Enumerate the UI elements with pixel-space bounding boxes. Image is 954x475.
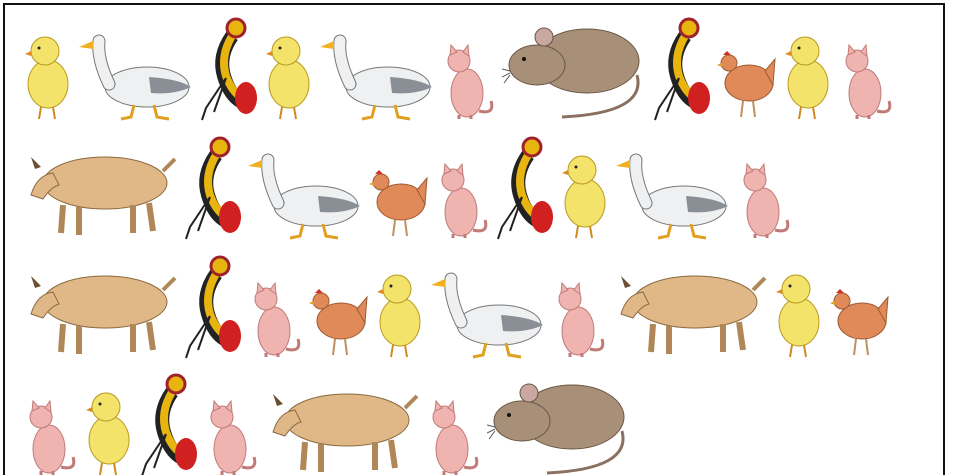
hen-icon xyxy=(369,160,429,240)
hen-icon xyxy=(830,279,890,359)
cat-icon xyxy=(426,399,481,475)
chick-icon xyxy=(23,29,73,121)
goat-icon xyxy=(23,135,178,240)
goat-icon xyxy=(23,254,178,359)
goat-icon xyxy=(613,254,768,359)
animal-row-4 xyxy=(23,365,638,475)
rat-icon xyxy=(487,369,632,475)
worksheet-frame xyxy=(3,3,945,475)
goose-icon xyxy=(320,29,435,121)
animal-row-3 xyxy=(23,247,896,359)
cat-icon xyxy=(552,281,607,359)
chick-icon xyxy=(560,148,610,240)
turkey-icon xyxy=(184,254,242,359)
cat-icon xyxy=(23,399,78,475)
goose-icon xyxy=(616,148,731,240)
chick-icon xyxy=(375,267,425,359)
animal-row-2 xyxy=(23,128,798,240)
cat-icon xyxy=(441,43,496,121)
turkey-icon xyxy=(200,16,258,121)
chick-icon xyxy=(84,385,134,475)
cat-icon xyxy=(435,162,490,240)
cat-icon xyxy=(737,162,792,240)
cat-icon xyxy=(204,399,259,475)
hen-icon xyxy=(717,41,777,121)
goose-icon xyxy=(79,29,194,121)
goose-icon xyxy=(431,267,546,359)
cat-icon xyxy=(839,43,894,121)
turkey-icon xyxy=(184,135,242,240)
chick-icon xyxy=(783,29,833,121)
chick-icon xyxy=(264,29,314,121)
turkey-icon xyxy=(496,135,554,240)
cat-icon xyxy=(248,281,303,359)
rat-icon xyxy=(502,13,647,121)
turkey-icon xyxy=(140,372,198,475)
chick-icon xyxy=(774,267,824,359)
hen-icon xyxy=(309,279,369,359)
goose-icon xyxy=(248,148,363,240)
animal-row-1 xyxy=(23,9,900,121)
turkey-icon xyxy=(653,16,711,121)
goat-icon xyxy=(265,372,420,475)
